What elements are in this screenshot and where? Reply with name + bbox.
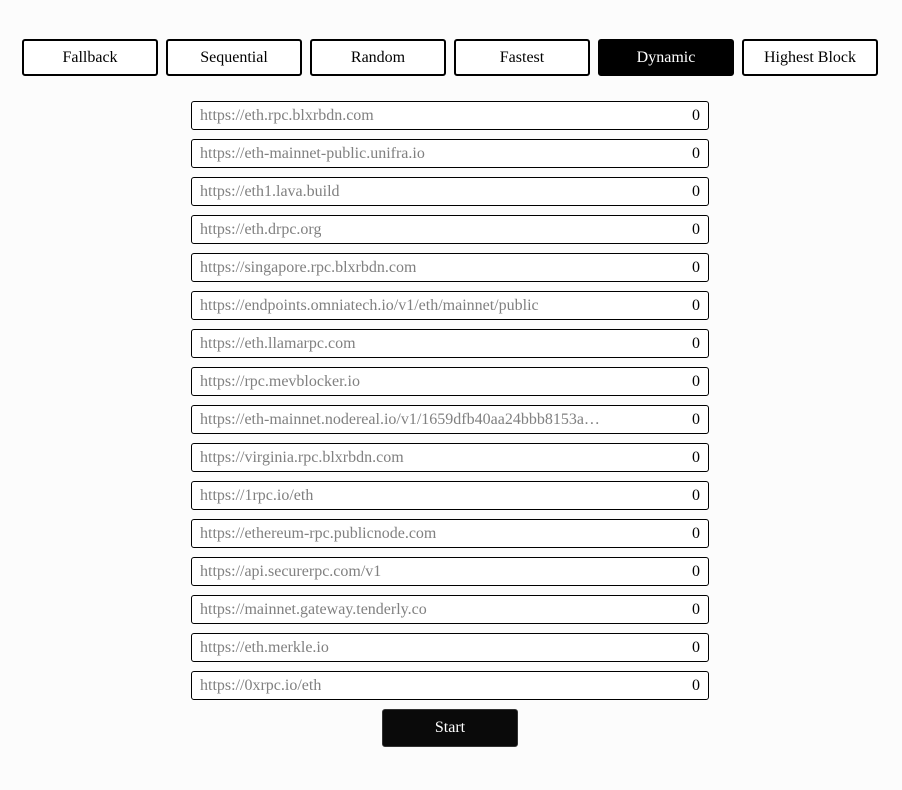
rpc-count: 0 [692,296,700,314]
rpc-url: https://virginia.rpc.blxrbdn.com [200,448,404,466]
rpc-count: 0 [692,676,700,694]
rpc-row[interactable] [191,481,709,510]
rpc-row[interactable] [191,633,709,662]
rpc-count: 0 [692,220,700,238]
rpc-row[interactable] [191,671,709,700]
rpc-list [191,101,709,709]
rpc-row[interactable] [191,177,709,206]
rpc-url: https://0xrpc.io/eth [200,676,322,694]
tab-highest-block[interactable]: Highest Block [742,39,878,76]
rpc-count: 0 [692,144,700,162]
rpc-url: https://api.securerpc.com/v1 [200,562,382,580]
rpc-url: https://eth.llamarpc.com [200,334,356,352]
rpc-count: 0 [692,106,700,124]
rpc-url: https://eth-mainnet-public.unifra.io [200,144,425,162]
rpc-row[interactable] [191,367,709,396]
rpc-url: https://eth.drpc.org [200,220,322,238]
rpc-row[interactable] [191,595,709,624]
rpc-url: https://ethereum-rpc.publicnode.com [200,524,437,542]
rpc-url: https://rpc.mevblocker.io [200,372,360,390]
start-button[interactable]: Start [382,709,518,747]
rpc-row[interactable] [191,443,709,472]
rpc-url: https://eth.rpc.blxrbdn.com [200,106,374,124]
rpc-url: https://eth-mainnet.nodereal.io/v1/1659dfb40aa24bbb8153a… [200,410,600,428]
rpc-count: 0 [692,258,700,276]
tab-fastest[interactable]: Fastest [454,39,590,76]
rpc-row[interactable] [191,215,709,244]
rpc-count: 0 [692,638,700,656]
tab-dynamic[interactable]: Dynamic [598,39,734,76]
tab-fallback[interactable]: Fallback [22,39,158,76]
rpc-count: 0 [692,486,700,504]
tab-sequential[interactable]: Sequential [166,39,302,76]
rpc-row[interactable] [191,291,709,320]
rpc-row[interactable] [191,101,709,130]
rpc-url: https://eth.merkle.io [200,638,329,656]
rpc-row[interactable] [191,253,709,282]
rpc-count: 0 [692,448,700,466]
rpc-url: https://singapore.rpc.blxrbdn.com [200,258,417,276]
rpc-row[interactable] [191,139,709,168]
rpc-row[interactable] [191,405,709,434]
strategy-tabs [22,39,878,76]
rpc-count: 0 [692,372,700,390]
rpc-url: https://eth1.lava.build [200,182,340,200]
rpc-url: https://1rpc.io/eth [200,486,314,504]
rpc-row[interactable] [191,329,709,358]
rpc-row[interactable] [191,519,709,548]
rpc-count: 0 [692,182,700,200]
rpc-count: 0 [692,524,700,542]
rpc-row[interactable] [191,557,709,586]
rpc-count: 0 [692,334,700,352]
tab-random[interactable]: Random [310,39,446,76]
rpc-url: https://mainnet.gateway.tenderly.co [200,600,427,618]
rpc-count: 0 [692,410,700,428]
rpc-count: 0 [692,562,700,580]
rpc-url: https://endpoints.omniatech.io/v1/eth/mainnet/public [200,296,539,314]
rpc-count: 0 [692,600,700,618]
